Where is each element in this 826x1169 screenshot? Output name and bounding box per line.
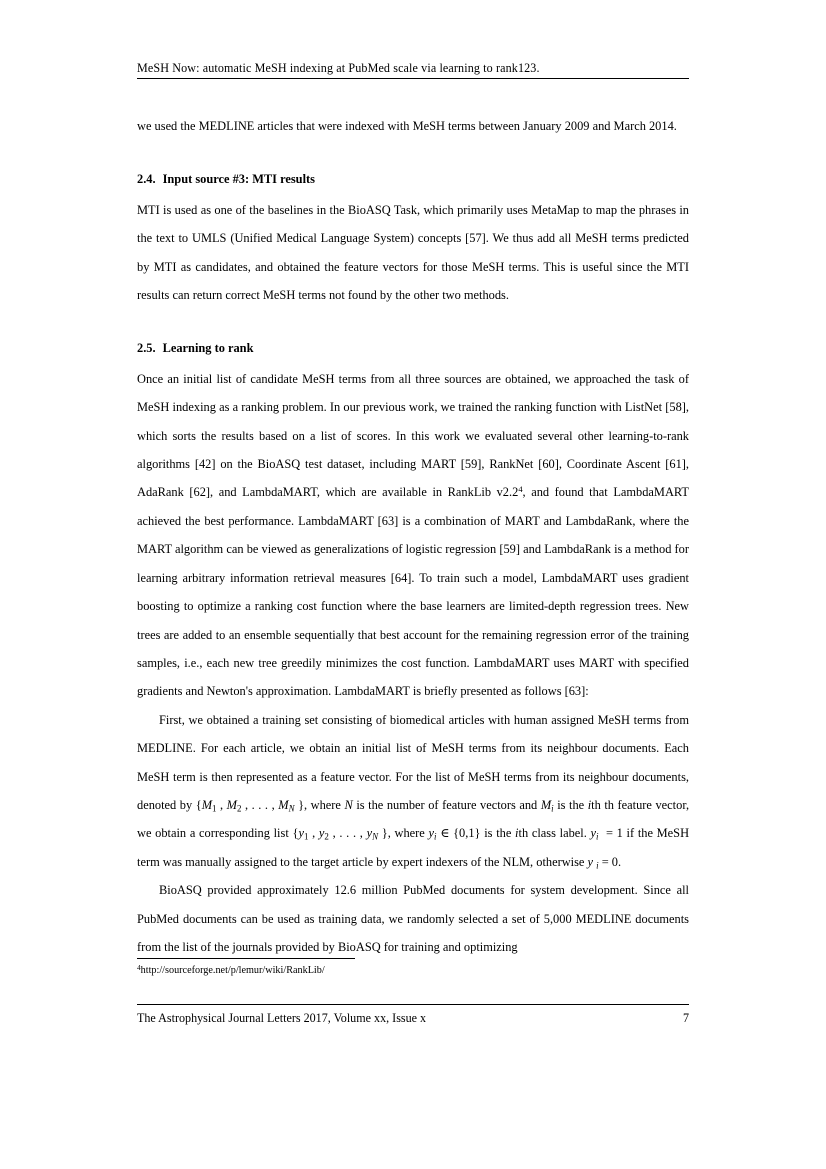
running-head xyxy=(137,60,689,79)
paragraph-mti: MTI is used as one of the baselines in the BioASQ Task, which primarily uses MetaMap to map the phrases in the text to UMLS (Unified Medical Language System) concepts [57]. We thus add all MeSH terms predicted by MTI as candidates, and obtained the feature vectors for those MeSH terms. This is useful since the MTI results can return correct MeSH terms not found by the other two methods. xyxy=(137,202,689,303)
paragraph-continued: we used the MEDLINE articles that were indexed with MeSH terms between January 2009 and March 2014. xyxy=(137,119,677,133)
math-index-i: ith xyxy=(587,797,601,812)
training-set-sentence-7: is the xyxy=(484,826,512,841)
math-var-n: N xyxy=(344,797,353,812)
training-set-sentence-6: , where xyxy=(387,826,425,841)
paragraph-bioasq: BioASQ provided approximately 12.6 million PubMed documents for system development. Since all PubMed documents can be used as training data, we randomly selected a set of 5,000 MEDLINE documents from the list of the journals provided by BioASQ for training and optimizing xyxy=(137,883,689,954)
math-index-i-2: ith xyxy=(515,826,529,841)
math-var-m-i: $M_i$ xyxy=(540,797,554,814)
paragraph-training-set xyxy=(137,706,689,876)
footer-row xyxy=(137,1010,689,1027)
footnote-entry-4 xyxy=(137,964,689,978)
spacer xyxy=(137,309,689,334)
math-eq-y-equals-0: y $_i$ = 0 xyxy=(587,854,619,871)
section-number-2-4: 2.4. xyxy=(137,172,156,187)
footer-rule xyxy=(137,1004,689,1005)
paragraph-ltr-part-b: , and found that LambdaMART achieved the best performance. LambdaMART [63] is a combination of MART and LambdaRank, where the MART algorithm can be viewed as generalizations of logistic regression [59] and LambdaRank is a method for learning arbitrary information retrieval measures [64]. To train such a model, LambdaMART uses gradient boosting to optimize a ranking cost function where the base learners are limited-depth regression trees. New trees are added to an ensemble sequentially that best account for the remaining regression error of the training samples, i.e., each new tree greedily minimizes the cost function. LambdaMART uses MART with specified gradients and Newton's approximation. LambdaMART is briefly presented as follows [63]: xyxy=(137,485,689,699)
training-set-sentence-3: is the number of feature vectors and xyxy=(356,797,538,812)
math-set-m: {$M_1$ , $M_2$ , . . . , $M_N$ } xyxy=(195,797,305,814)
math-eq-y-equals-1: $y_i = 1$ xyxy=(590,826,623,842)
footnote-reference-4[interactable]: 4 xyxy=(518,484,523,495)
section-title-2-4: Input source #3: MTI results xyxy=(162,172,315,187)
page-number: 7 xyxy=(682,1011,689,1025)
page-footer xyxy=(137,1004,689,1027)
footnote-separator-rule xyxy=(137,958,355,959)
paragraph-ltr-part-a: Once an initial list of candidate MeSH terms from all three sources are obtained, we approached the task of MeSH indexing as a ranking problem. In our previous work, we trained the ranking function with ListNet [58], which sorts the results based on a list of scores. In this work we evaluated several other learning-to-rank algorithms [42] on the BioASQ test dataset, including MART [59], RankNet [60], Coordinate Ascent [61], AdaRank [62], and LambdaMART, which are available in RankLib v2.2 xyxy=(137,371,689,500)
math-set-01: {0,1} xyxy=(453,826,481,841)
math-set-y: {$y_1$ , $y_2$ , . . . , $y_N$ } xyxy=(292,826,388,842)
page-body xyxy=(137,112,689,961)
section-heading-2-5 xyxy=(137,334,689,362)
training-set-sentence-5: th feature vector, we obtain a corresponding list xyxy=(137,797,690,841)
section-title-2-5: Learning to rank xyxy=(162,341,254,356)
training-set-sentence-9: if the MeSH term was manually assigned to the target article by expert indexers of the NLM, otherwise xyxy=(137,826,690,869)
footer-citation: The Astrophysical Journal Letters 2017, Volume xx, Issue x xyxy=(137,1011,427,1025)
footnote-block xyxy=(137,958,689,978)
training-set-period: . xyxy=(618,854,622,869)
math-member-symbol: ∈ xyxy=(440,826,450,841)
paragraph-learning-to-rank xyxy=(137,365,689,706)
running-head-rule xyxy=(137,78,689,79)
section-number-2-5: 2.5. xyxy=(137,341,156,356)
running-head-text: MeSH Now: automatic MeSH indexing at PubMed scale via learning to rank123. xyxy=(137,61,540,75)
footnote-url[interactable]: http://sourceforge.net/p/lemur/wiki/RankLib/ xyxy=(140,965,325,976)
math-var-y-i: $y_i$ xyxy=(428,826,437,842)
training-set-sentence-8: class label. xyxy=(531,826,587,841)
footnote-marker: 4 xyxy=(137,962,141,972)
section-heading-2-4 xyxy=(137,165,689,193)
training-set-sentence-4: is the xyxy=(557,797,585,812)
spacer xyxy=(137,140,689,165)
training-set-sentence-1: First, we obtained a training set consisting of biomedical articles with human assigned MeSH terms from MEDLINE. For each article, we obtain an initial list of MeSH terms from its neighbour documents. Each MeSH term is then represented as a feature vector. For the list of MeSH terms from its neighbour documents, denoted by xyxy=(137,712,689,812)
training-set-sentence-2: , where xyxy=(304,797,341,812)
